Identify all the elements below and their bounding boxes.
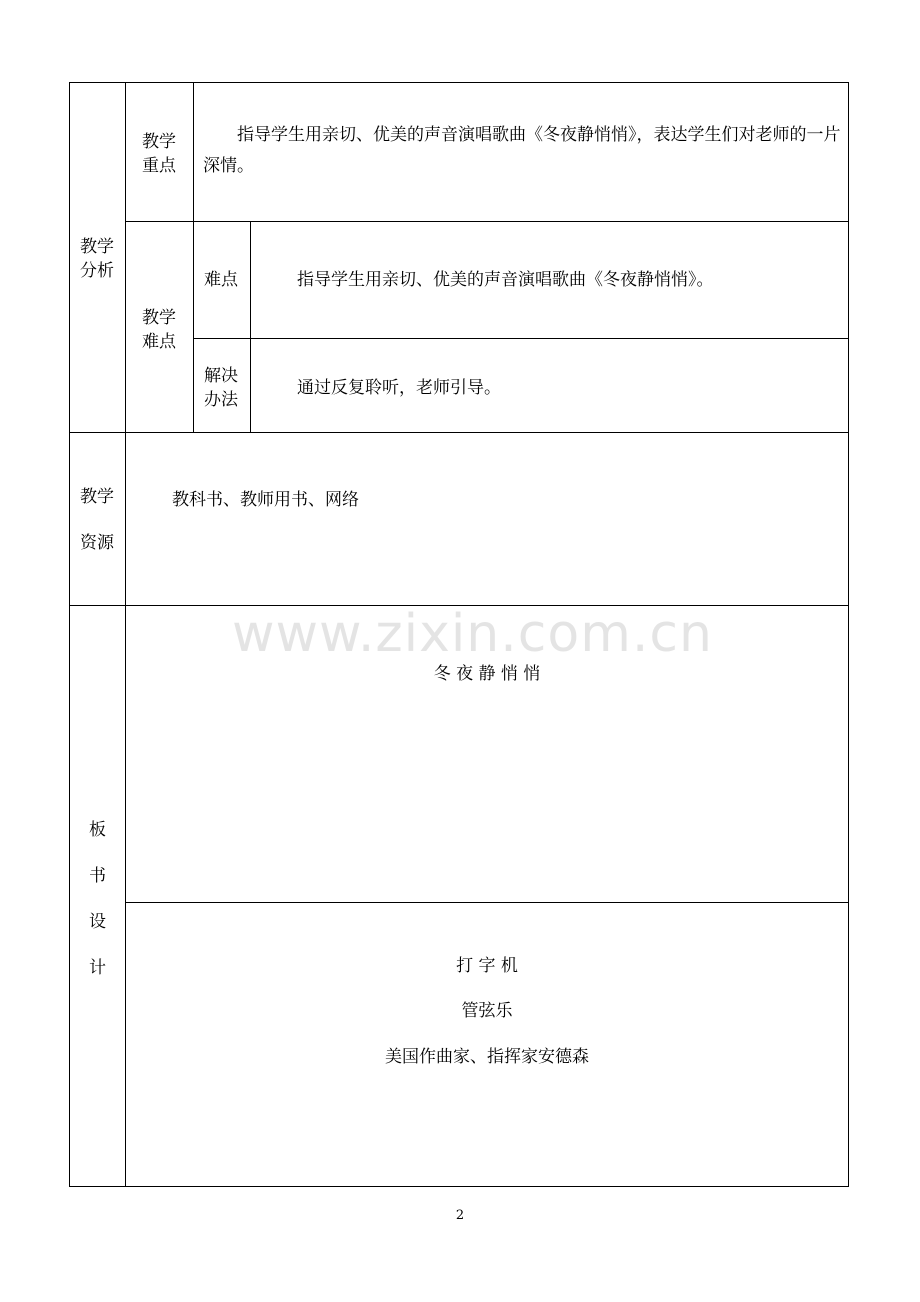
- board-lower-line-3: 美国作曲家、指挥家安德森: [385, 1047, 589, 1067]
- board-label-char-2: 书: [89, 866, 106, 886]
- table-top-border: [69, 82, 849, 83]
- table-left-border: [69, 82, 70, 1187]
- solution-label-line2: 办法: [204, 390, 238, 410]
- analysis-label-line2: 分析: [80, 261, 114, 281]
- analysis-bottom-divider: [69, 432, 849, 433]
- board-upper-title: 冬 夜 静 悄 悄: [433, 664, 541, 684]
- key-point-label-line1: 教学: [142, 132, 176, 152]
- difficulty-inner-divider: [250, 222, 251, 433]
- resources-label-line2: 资源: [80, 533, 114, 553]
- analysis-label-line1: 教学: [80, 237, 114, 257]
- table-bottom-border: [69, 1186, 849, 1187]
- board-lower-line-1: 打 字 机: [456, 956, 518, 976]
- key-point-label-line2: 重点: [142, 156, 176, 176]
- resources-label-line1: 教学: [80, 487, 114, 507]
- difficult-point-text: 指导学生用亲切、优美的声音演唱歌曲《冬夜静悄悄》。: [297, 270, 714, 290]
- solution-label-line1: 解决: [204, 366, 238, 386]
- table-right-border: [848, 82, 849, 1187]
- board-label-char-1: 板: [89, 820, 106, 840]
- page-number: 2: [455, 1208, 465, 1223]
- difficult-point-label: 难点: [204, 270, 238, 290]
- label-column-divider: [125, 82, 126, 1187]
- board-inner-divider: [125, 902, 849, 903]
- board-label-char-4: 计: [89, 958, 106, 978]
- key-point-text: 指导学生用亲切、优美的声音演唱歌曲《冬夜静悄悄》，表达学生们对老师的一片深情。: [203, 125, 841, 176]
- board-lower-line-2: 管弦乐: [461, 1001, 513, 1021]
- solution-text: 通过反复聆听，老师引导。: [297, 378, 501, 398]
- resources-text: 教科书、教师用书、网络: [172, 490, 359, 510]
- difficulty-label-line1: 教学: [142, 308, 176, 328]
- watermark: www.zixin.com.cn: [232, 604, 713, 664]
- board-label-char-3: 设: [89, 912, 106, 932]
- difficulty-inner-row-divider: [193, 338, 849, 339]
- sublabel-column-divider: [193, 82, 194, 433]
- key-point-bottom-divider: [125, 221, 849, 222]
- difficulty-label-line2: 难点: [142, 332, 176, 352]
